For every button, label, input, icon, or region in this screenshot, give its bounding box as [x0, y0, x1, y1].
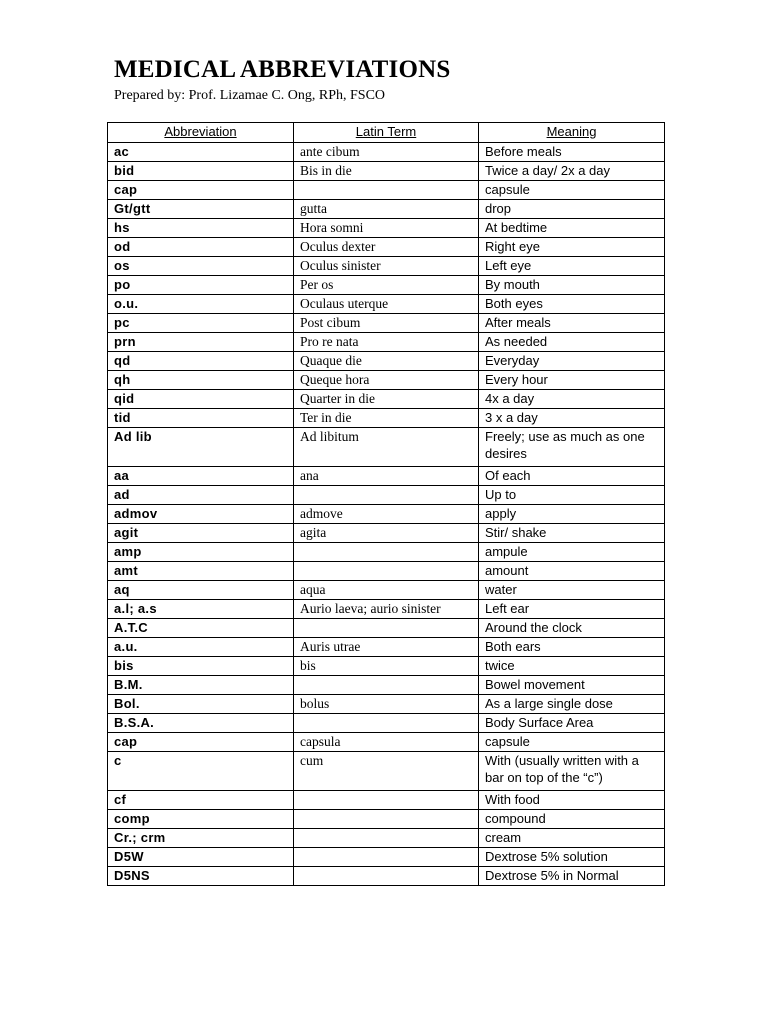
meaning-cell: Before meals [479, 143, 665, 162]
abbreviation-cell: c [108, 752, 294, 791]
document-subtitle: Prepared by: Prof. Lizamae C. Ong, RPh, FSCO [114, 88, 386, 103]
latin-term-cell: ante cibum [294, 143, 479, 162]
abbreviation-cell: B.S.A. [108, 714, 294, 733]
abbreviation-cell: qh [108, 371, 294, 390]
meaning-cell: As a large single dose [479, 695, 665, 714]
meaning-cell: Dextrose 5% in Normal [479, 867, 665, 886]
latin-term-cell: Hora somni [294, 219, 479, 238]
abbreviation-cell: amp [108, 543, 294, 562]
abbreviation-cell: qid [108, 390, 294, 409]
table-row [108, 581, 665, 600]
abbreviation-cell: agit [108, 524, 294, 543]
meaning-cell: Freely; use as much as one desires [479, 428, 665, 467]
abbreviation-cell: tid [108, 409, 294, 428]
abbreviation-cell: bid [108, 162, 294, 181]
table-row [108, 219, 665, 238]
meaning-cell: Twice a day/ 2x a day [479, 162, 665, 181]
meaning-cell: Around the clock [479, 619, 665, 638]
meaning-cell: Both eyes [479, 295, 665, 314]
abbreviation-cell: ac [108, 143, 294, 162]
latin-term-cell: Auris utrae [294, 638, 479, 657]
meaning-cell: cream [479, 829, 665, 848]
table-row [108, 200, 665, 219]
latin-term-cell: Queque hora [294, 371, 479, 390]
meaning-cell: With (usually written with a bar on top of the “c”) [479, 752, 665, 791]
table-row [108, 562, 665, 581]
latin-term-cell: Oculaus uterque [294, 295, 479, 314]
abbreviation-cell: a.l; a.s [108, 600, 294, 619]
table-row [108, 162, 665, 181]
table-row [108, 676, 665, 695]
abbreviation-cell: os [108, 257, 294, 276]
table-row [108, 829, 665, 848]
column-header-abbreviation: Abbreviation [108, 123, 294, 143]
meaning-cell: Both ears [479, 638, 665, 657]
latin-term-cell: Oculus dexter [294, 238, 479, 257]
latin-term-cell [294, 791, 479, 810]
abbreviation-cell: od [108, 238, 294, 257]
meaning-cell: ampule [479, 543, 665, 562]
latin-term-cell: Quaque die [294, 352, 479, 371]
latin-term-cell [294, 181, 479, 200]
abbreviation-cell: Cr.; crm [108, 829, 294, 848]
table-row [108, 428, 665, 467]
table-row [108, 543, 665, 562]
meaning-cell: drop [479, 200, 665, 219]
table-row [108, 848, 665, 867]
meaning-cell: amount [479, 562, 665, 581]
latin-term-cell [294, 619, 479, 638]
abbreviation-cell: D5W [108, 848, 294, 867]
latin-term-cell: Post cibum [294, 314, 479, 333]
meaning-cell: capsule [479, 733, 665, 752]
abbreviation-cell: hs [108, 219, 294, 238]
table-row [108, 295, 665, 314]
latin-term-cell: aqua [294, 581, 479, 600]
abbreviation-cell: A.T.C [108, 619, 294, 638]
table-row [108, 238, 665, 257]
abbreviation-cell: admov [108, 505, 294, 524]
latin-term-cell: Pro re nata [294, 333, 479, 352]
latin-term-cell: admove [294, 505, 479, 524]
abbreviation-cell: D5NS [108, 867, 294, 886]
table-row [108, 352, 665, 371]
latin-term-cell [294, 543, 479, 562]
table-row [108, 276, 665, 295]
latin-term-cell: agita [294, 524, 479, 543]
table-row [108, 257, 665, 276]
table-row [108, 695, 665, 714]
latin-term-cell: bolus [294, 695, 479, 714]
abbreviation-cell: amt [108, 562, 294, 581]
meaning-cell: water [479, 581, 665, 600]
meaning-cell: 3 x a day [479, 409, 665, 428]
latin-term-cell [294, 676, 479, 695]
table-row [108, 181, 665, 200]
meaning-cell: Of each [479, 467, 665, 486]
meaning-cell: Stir/ shake [479, 524, 665, 543]
latin-term-cell: cum [294, 752, 479, 791]
abbreviations-table [107, 122, 665, 886]
table-body [108, 143, 665, 886]
meaning-cell: capsule [479, 181, 665, 200]
latin-term-cell [294, 486, 479, 505]
meaning-cell: compound [479, 810, 665, 829]
table-row [108, 638, 665, 657]
abbreviation-cell: ad [108, 486, 294, 505]
table-row [108, 657, 665, 676]
latin-term-cell: Ter in die [294, 409, 479, 428]
table-row [108, 600, 665, 619]
abbreviation-cell: aq [108, 581, 294, 600]
abbreviation-cell: comp [108, 810, 294, 829]
abbreviation-cell: aa [108, 467, 294, 486]
table-row [108, 143, 665, 162]
table-row [108, 733, 665, 752]
table-row [108, 867, 665, 886]
document-title: MEDICAL ABBREVIATIONS [114, 56, 451, 83]
table-row [108, 810, 665, 829]
abbreviation-cell: po [108, 276, 294, 295]
meaning-cell: 4x a day [479, 390, 665, 409]
table-row [108, 791, 665, 810]
latin-term-cell: Oculus sinister [294, 257, 479, 276]
table-row [108, 371, 665, 390]
abbreviation-cell: cap [108, 181, 294, 200]
meaning-cell: Dextrose 5% solution [479, 848, 665, 867]
meaning-cell: twice [479, 657, 665, 676]
meaning-cell: As needed [479, 333, 665, 352]
meaning-cell: With food [479, 791, 665, 810]
table-row [108, 333, 665, 352]
abbreviation-cell: bis [108, 657, 294, 676]
column-header-meaning: Meaning [479, 123, 665, 143]
column-header-latin-term: Latin Term [294, 123, 479, 143]
latin-term-cell: bis [294, 657, 479, 676]
table-row [108, 752, 665, 791]
table-row [108, 505, 665, 524]
abbreviation-cell: cap [108, 733, 294, 752]
table-row [108, 467, 665, 486]
abbreviation-cell: B.M. [108, 676, 294, 695]
meaning-cell: apply [479, 505, 665, 524]
meaning-cell: Up to [479, 486, 665, 505]
meaning-cell: Bowel movement [479, 676, 665, 695]
latin-term-cell: Bis in die [294, 162, 479, 181]
latin-term-cell: Aurio laeva; aurio sinister [294, 600, 479, 619]
abbreviation-cell: cf [108, 791, 294, 810]
latin-term-cell [294, 829, 479, 848]
meaning-cell: At bedtime [479, 219, 665, 238]
latin-term-cell: Per os [294, 276, 479, 295]
abbreviation-cell: qd [108, 352, 294, 371]
latin-term-cell [294, 867, 479, 886]
table-row [108, 314, 665, 333]
latin-term-cell [294, 714, 479, 733]
latin-term-cell [294, 848, 479, 867]
latin-term-cell [294, 810, 479, 829]
abbreviation-cell: Gt/gtt [108, 200, 294, 219]
table-row [108, 714, 665, 733]
abbreviation-cell: o.u. [108, 295, 294, 314]
latin-term-cell [294, 562, 479, 581]
meaning-cell: Everyday [479, 352, 665, 371]
abbreviation-cell: a.u. [108, 638, 294, 657]
abbreviation-cell: Bol. [108, 695, 294, 714]
abbreviation-cell: prn [108, 333, 294, 352]
abbreviation-cell: Ad lib [108, 428, 294, 467]
latin-term-cell: Ad libitum [294, 428, 479, 467]
table-row [108, 524, 665, 543]
table-row [108, 486, 665, 505]
latin-term-cell: gutta [294, 200, 479, 219]
meaning-cell: Every hour [479, 371, 665, 390]
table-row [108, 390, 665, 409]
latin-term-cell: capsula [294, 733, 479, 752]
meaning-cell: By mouth [479, 276, 665, 295]
meaning-cell: Left ear [479, 600, 665, 619]
meaning-cell: After meals [479, 314, 665, 333]
table-row [108, 619, 665, 638]
meaning-cell: Left eye [479, 257, 665, 276]
latin-term-cell: Quarter in die [294, 390, 479, 409]
table-header-row [108, 123, 665, 143]
abbreviation-cell: pc [108, 314, 294, 333]
meaning-cell: Body Surface Area [479, 714, 665, 733]
meaning-cell: Right eye [479, 238, 665, 257]
table-row [108, 409, 665, 428]
latin-term-cell: ana [294, 467, 479, 486]
